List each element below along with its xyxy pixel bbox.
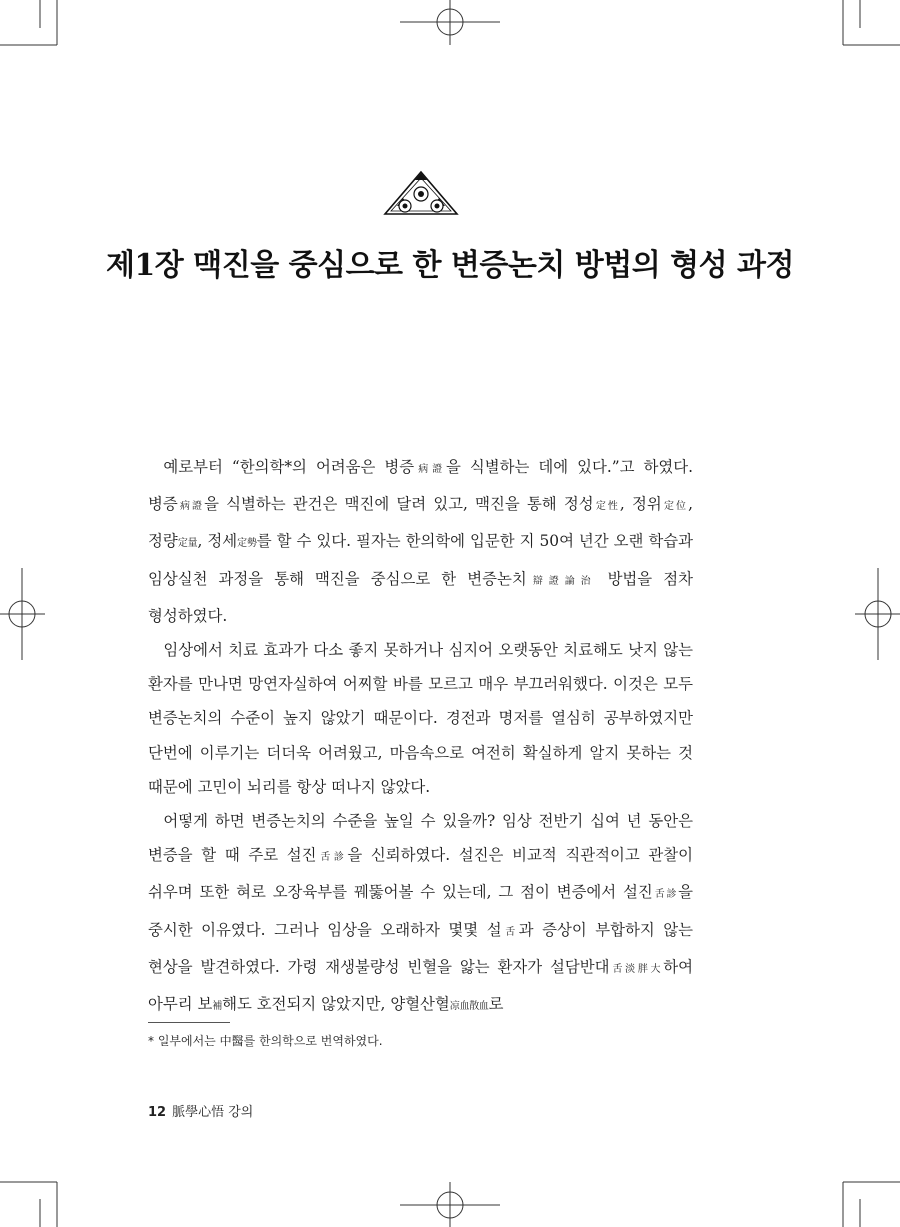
paragraph [148, 450, 693, 633]
text-run: 예로부터 “한의학*의 어려움은 병증 [163, 458, 415, 476]
text-run: 을 중시한 이유였다. 그러나 임상을 오래하자 몇몇 설 [148, 883, 693, 939]
hanja-gloss: 病證 [177, 501, 205, 513]
text-run: 임상에서 치료 효과가 다소 좋지 못하거나 심지어 오랫동안 치료해도 낫지 않는 환자를 만나면 망연자실하여 어찌할 바를 모르고 매우 부끄러워했다. 이것은 모두 변증논치의 수준이 높지 않았기 때문이다. 경전과 명저를 열심히 공부하였지만 단번에 이루기는 더더욱 어려웠고, 마음속으로 여전히 확실하게 알지 못하는 것 때문에 고민이 뇌리를 항상 떠나지 않았다. [148, 641, 693, 796]
text-run: 하여 아무리 보 [148, 957, 693, 1014]
hanja-gloss: 舌淡胖大 [609, 963, 664, 975]
hanja-gloss: 定量 [177, 538, 198, 550]
text-run: 로 [488, 995, 504, 1014]
hanja-gloss: 定性 [593, 501, 620, 513]
page-footer [148, 1101, 253, 1120]
hanja-gloss: 舌診 [652, 889, 679, 901]
paragraph [148, 633, 693, 804]
text-run: 을 식별하는 데에 있다.”고 하였다. 병증 [148, 458, 693, 514]
text-run: 을 신뢰하였다. 설진은 비교적 직관적이고 관찰이 쉬우며 또한 혀로 오장육부를 꿰뚫어볼 수 있는데, 그 점이 변증에서 설진 [148, 846, 693, 902]
text-run: , 정량 [148, 495, 693, 551]
text-run: 어떻게 하면 변증논치의 수준을 높일 수 있을까? 임상 전반기 십여 년 동안은 변증을 할 때 주로 설진 [148, 812, 693, 865]
text-run: 방법을 점차 형성하였다. [148, 569, 693, 625]
text-run: , 정위 [619, 495, 662, 514]
chapter-ornament-icon [383, 170, 459, 216]
text-run: 과 증상이 부합하지 않는 현상을 발견하였다. 가령 재생불량성 빈혈을 앓는 환자가 설담반대 [148, 920, 694, 976]
paragraph [148, 804, 693, 1024]
hanja-gloss: 凉血散血 [449, 1001, 489, 1013]
text-run: 을 식별하는 관건은 맥진에 달려 있고, 맥진을 통해 정성 [204, 495, 594, 514]
hanja-gloss: 定位 [661, 501, 689, 513]
body-text [148, 450, 693, 1024]
book-title: 脈學心悟 강의 [172, 1105, 254, 1120]
text-run: , 정세 [197, 532, 238, 551]
page-number: 12 [148, 1105, 167, 1120]
hanja-gloss: 辯證論治 [526, 575, 597, 587]
footnote: * 일부에서는 中醫를 한의학으로 번역하였다. [148, 1034, 383, 1048]
text-run: 를 할 수 있다. 필자는 한의학에 입문한 지 50여 년간 오랜 학습과 임상실천 과정을 통해 맥진을 중심으로 한 변증논치 [148, 532, 693, 588]
hanja-gloss: 補 [212, 1001, 223, 1013]
hanja-gloss: 舌診 [316, 852, 348, 864]
footnote-divider [148, 1022, 230, 1023]
chapter-title: 제1장 맥진을 중심으로 한 변증논치 방법의 형성 과정 [105, 248, 795, 284]
text-run: 해도 호전되지 않았지만, 양혈산혈 [222, 995, 450, 1014]
hanja-gloss: 定勢 [237, 538, 257, 550]
hanja-gloss: 舌 [501, 926, 519, 938]
hanja-gloss: 病證 [414, 464, 446, 475]
